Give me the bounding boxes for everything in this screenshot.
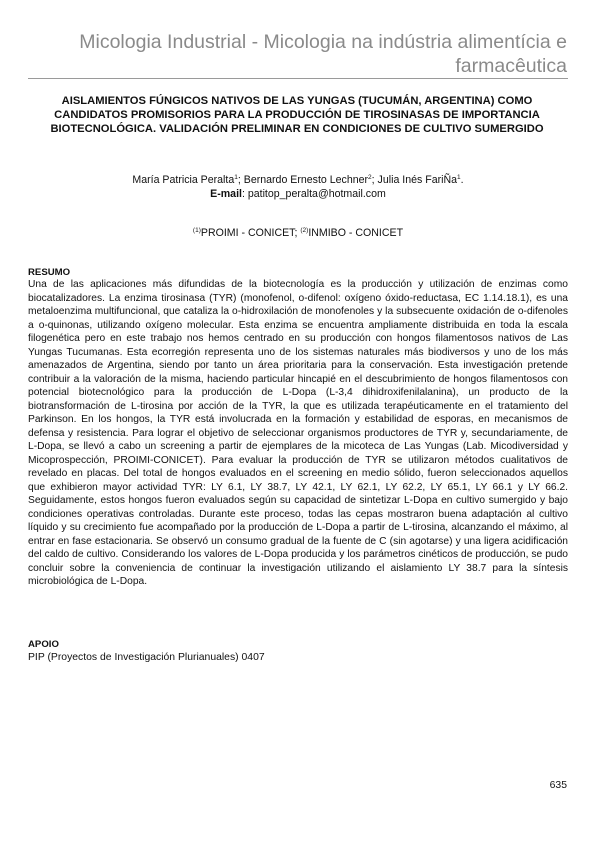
funding-text: PIP (Proyectos de Investigación Plurianuales) 0407: [28, 652, 265, 663]
author-affiliation-mark: 1: [234, 174, 238, 181]
apoio-heading: APOIO: [28, 639, 59, 650]
author-list: [28, 173, 568, 187]
author-name: María Patricia Peralta: [132, 174, 235, 186]
affiliation-separator: ;: [294, 227, 301, 239]
running-header: Micologia Industrial - Micologia na indústria alimentícia e farmacêutica: [79, 31, 567, 77]
email-label: E-mail: [210, 188, 242, 200]
author-affiliation-mark: 1: [457, 174, 461, 181]
affiliations: [28, 226, 568, 240]
affiliation-mark: (2): [300, 227, 309, 234]
author-separator: ;: [371, 174, 378, 186]
author-separator: ;: [237, 174, 244, 186]
author-name: Julia Inés FariÑa: [377, 174, 458, 186]
affiliation-name: PROIMI - CONICET: [200, 227, 295, 239]
author-separator: .: [460, 174, 464, 186]
affiliation-name: INMIBO - CONICET: [308, 227, 404, 239]
abstract-text: Una de las aplicaciones más difundidas de la biotecnología es la producción y utilización de enzimas como biocatalizadores. La enzima tirosinasa (TYR) (monofenol, o-difenol: oxígeno óxido-reductasa, EC 1.14.18.1), es una metaloenzima multifuncional, que cataliza la o-hidroxilación de monofenoles y la subsecuente oxidación de o-difenoles a o-quinonas, utilizando oxígeno molecular. Esta enzima se encuentra ampliamente distribuida en toda la escala filogenética pero en este trabajo nos hemos centrado en su producción con hongos filamentosos nativos de Las Yungas Tucumanas. Esta ecorregión representa uno de los sistemas naturales más biodiversos y uno de los más amenazados de Argentina, siendo por tanto un área prioritaria para la conservación. Esta investigación pretende contribuir a la valoración de la misma, haciendo particular hincapié en el descubrimiento de hongos filamentosos con potencial biotecnológico para la producción de L-Dopa (L-3,4 dihidroxifenilalanina), un producto de la biotransformación de L-tirosina por acción de la TYR, la que es utilizada terapéuticamente en el tratamiento del Parkinson. En los hongos, la TYR está involucrada en la formación y estabilidad de esporas, en mecanismos de defensa y resistencia. Para lograr el objetivo de seleccionar organismos productores de TYR y, secundariamente, de L-Dopa, se llevó a cabo un screening a partir de ejemplares de la micoteca de Las Yungas (Lab. Micodiversidad y Micoprospección, PROIMI-CONICET). Para evaluar la producción de TYR se utilizaron métodos cualitativos de revelado en placas. Del total de hongos evaluados en el screening en medio sólido, fueron seleccionados aquellos que exhibieron mayor actividad TYR: LY 6.1, LY 38.7, LY 42.1, LY 62.1, LY 62.2, LY 65.1, LY 66.1 y LY 66.2. Seguidamente, estos hongos fueron evaluados según su capacidad de sintetizar L-Dopa en cultivo sumergido y bajo condiciones operativas controladas. Durante este proceso, todas las cepas mostraron buena adaptación al cultivo líquido y su crecimiento fue acompañado por la producción de L-Dopa a partir de L-tirosina, alcanzando el máximo, al entrar en fase estacionaria. Se observó un consumo gradual de la fuente de C (sin agotarse) y una ligera acidificación del caldo de cultivo. Considerando los valores de L-Dopa producida y los parámetros cinéticos de producción, se pudo concluir sobre la conveniencia de continuar la investigación utilizando el aislamiento LY 38.7 para la síntesis microbiológica de L-Dopa.: [28, 279, 568, 587]
contact-email: [28, 187, 568, 201]
email-address[interactable]: : patitop_peralta@hotmail.com: [241, 188, 386, 200]
resumo-heading: RESUMO: [28, 267, 71, 278]
author-affiliation-mark: 2: [368, 174, 372, 181]
paper-title: AISLAMIENTOS FÚNGICOS NATIVOS DE LAS YUNGAS (TUCUMÁN, ARGENTINA) COMO CANDIDATOS PROMISORIOS PARA LA PRODUCCIÓN DE TIROSINASAS DE IMPORTANCIA BIOTECNOLÓGICA. VALIDACIÓN PRELIMINAR EN CONDICIONES DE CULTIVO SUMERGIDO: [50, 95, 544, 135]
header-divider: [28, 78, 568, 79]
author-block: [28, 173, 568, 201]
affiliation-mark: (1): [192, 227, 201, 234]
author-name: Bernardo Ernesto Lechner: [243, 174, 369, 186]
page-number: 635: [549, 780, 567, 791]
